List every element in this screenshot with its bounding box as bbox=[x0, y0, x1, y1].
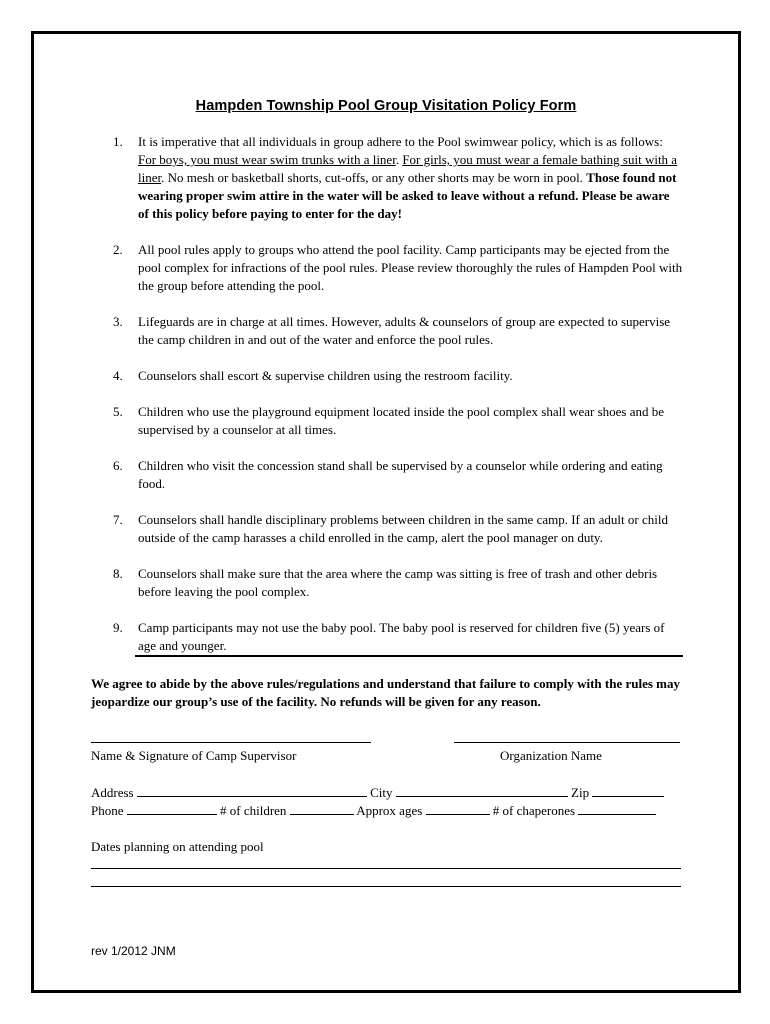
ages-label: Approx ages bbox=[356, 803, 423, 818]
rule-text bbox=[138, 313, 683, 349]
rule-text-part: . No mesh or basketball shorts, cut-offs, or any other shorts may be worn in pool. bbox=[161, 170, 587, 185]
rule-text-part: Counselors shall handle disciplinary problems between children in the same camp. If an adult or child outside of the camp harasses a child enrolled in the camp, alert the pool manager on duty. bbox=[138, 512, 668, 545]
rule-number: 8. bbox=[113, 566, 123, 581]
phone-label: Phone bbox=[91, 803, 124, 818]
rule-text-part: Children who visit the concession stand shall be supervised by a counselor while ordering and eating food. bbox=[138, 458, 663, 491]
dates-line-2[interactable] bbox=[91, 886, 681, 887]
rule-number: 1. bbox=[113, 134, 123, 149]
zip-label: Zip bbox=[571, 785, 590, 800]
organization-label: Organization Name bbox=[500, 748, 602, 763]
rule-text bbox=[138, 511, 683, 547]
rule-text-part: Lifeguards are in charge at all times. However, adults & counselors of group are expected to supervise the camp children in and out of the water and enforce the pool rules. bbox=[138, 314, 671, 347]
city-field[interactable] bbox=[396, 784, 568, 797]
rule-text bbox=[138, 619, 683, 655]
rule-text-part: It is imperative that all individuals in group adhere to the Pool swimwear policy, which is as follows: bbox=[138, 134, 663, 149]
rule-text bbox=[138, 457, 683, 493]
phone-field[interactable] bbox=[127, 802, 217, 815]
rule-text bbox=[138, 403, 683, 439]
rule-number: 2. bbox=[113, 242, 123, 257]
zip-field[interactable] bbox=[592, 784, 664, 797]
rule-text-part: . bbox=[395, 152, 403, 167]
rule-text bbox=[138, 241, 683, 295]
rule-number: 3. bbox=[113, 314, 123, 329]
rule-text bbox=[138, 367, 683, 385]
form-page bbox=[31, 31, 741, 993]
chaperones-label: # of chaperones bbox=[492, 803, 576, 818]
city-label: City bbox=[370, 785, 393, 800]
rule-number: 7. bbox=[113, 512, 123, 527]
rule-number: 5. bbox=[113, 404, 123, 419]
ages-field[interactable] bbox=[426, 802, 490, 815]
address-row bbox=[91, 784, 664, 801]
rule-text-part: Counselors shall make sure that the area where the camp was sitting is free of trash and other debris before leaving the pool complex. bbox=[138, 566, 658, 599]
rule-number: 6. bbox=[113, 458, 123, 473]
organization-name-line[interactable] bbox=[454, 742, 680, 743]
dates-label: Dates planning on attending pool bbox=[91, 839, 264, 854]
rule-text-part: For boys, you must wear swim trunks with a liner bbox=[138, 152, 396, 167]
rule-text bbox=[138, 565, 683, 601]
rule-text bbox=[138, 133, 683, 223]
supervisor-label: Name & Signature of Camp Supervisor bbox=[91, 748, 297, 763]
rule-text-part: All pool rules apply to groups who attend the pool facility. Camp participants may be ejected from the pool complex for infractions of the pool rules. Please review thoroughly the rules of Hampden Pool with the group before attending the pool. bbox=[138, 242, 683, 293]
supervisor-signature-line[interactable] bbox=[91, 742, 371, 743]
agreement-statement: We agree to abide by the above rules/regulations and understand that failure to comply with the rules may jeopardize our group’s use of the facility. No refunds will be given for any reason. bbox=[91, 676, 680, 709]
rule-number: 9. bbox=[113, 620, 123, 635]
rule-text-part: Children who use the playground equipment located inside the pool complex shall wear shoes and be supervised by a counselor at all times. bbox=[138, 404, 665, 437]
revision-footer: rev 1/2012 JNM bbox=[91, 944, 176, 958]
rule-text-part: Counselors shall escort & supervise children using the restroom facility. bbox=[138, 368, 513, 383]
children-label: # of children bbox=[220, 803, 287, 818]
children-field[interactable] bbox=[290, 802, 354, 815]
address-field[interactable] bbox=[137, 784, 367, 797]
rule-text-part: Those found not wearing proper swim attire in the water will be asked to leave without a refund. Please be aware of this policy before paying to enter for the day! bbox=[138, 170, 677, 221]
rule-text-part: For girls, you must wear a female bathing suit with a liner bbox=[138, 152, 678, 185]
address-label: Address bbox=[91, 785, 134, 800]
chaperones-field[interactable] bbox=[578, 802, 656, 815]
rule-number: 4. bbox=[113, 368, 123, 383]
phone-row bbox=[91, 802, 656, 819]
section-divider bbox=[135, 655, 683, 657]
rule-text-part: Camp participants may not use the baby pool. The baby pool is reserved for children five (5) years of age and younger. bbox=[138, 620, 665, 653]
form-title: Hampden Township Pool Group Visitation Policy Form bbox=[195, 98, 577, 114]
dates-line-1[interactable] bbox=[91, 868, 681, 869]
